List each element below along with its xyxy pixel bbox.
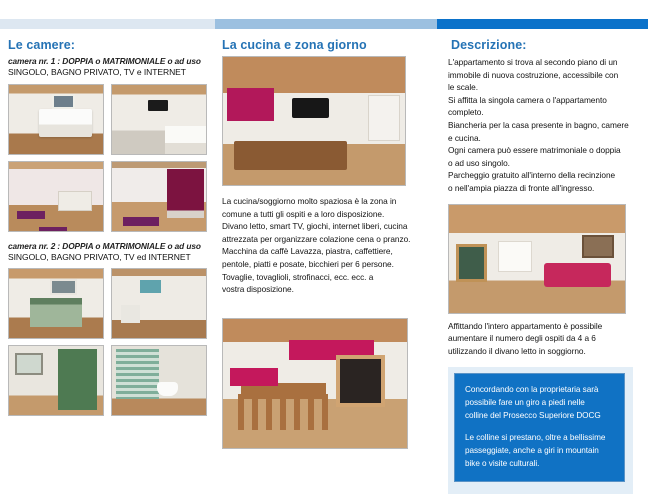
top-accent-bars [0, 19, 648, 29]
room1-caption-italic: camera nr. 1 : DOPPIA o MATRIMONIALE o ad uso [8, 56, 201, 66]
callout-frame [448, 367, 633, 494]
callout-line: bike o visite culturali. [465, 459, 540, 469]
description-body-top [448, 56, 644, 195]
description-line: o ad uso singolo. [448, 157, 510, 168]
kitchen-body-text [222, 195, 430, 296]
callout-box [454, 373, 625, 483]
room1-photo-grid [8, 84, 215, 232]
room2-caption-italic: camera nr. 2 : DOPPIA o MATRIMONIALE o ad uso [8, 240, 201, 251]
description-line: e cucina. [448, 132, 481, 143]
callout-line: possibile fare un giro a piedi nelle [465, 397, 585, 407]
kitchen-body-line: pentole, piatti e posate, bicchieri per 6 persone. [222, 259, 394, 270]
description-line: Biancheria per la casa presente in bagno, camere [448, 120, 629, 131]
photo-bedroom-green-twin-beds [8, 268, 104, 339]
description-line: completo. [448, 107, 484, 118]
accent-bar-light [0, 19, 215, 29]
photo-bedroom-purple-rugs [8, 161, 104, 232]
column-rooms [8, 38, 215, 416]
column-kitchen [222, 38, 430, 449]
description-line: Ogni camera può essere matrimoniale o doppia [448, 145, 621, 156]
description-line: Si affitta la singola camera o l'appartamento [448, 94, 607, 105]
description-bottom-line: utilizzando il divano letto in soggiorno. [448, 345, 586, 356]
callout-line: passeggiate, anche a giri in mountain [465, 446, 599, 456]
kitchen-body-line: attrezzata per organizzare colazione cena o pranzo. [222, 233, 411, 244]
kitchen-body-line: comune a tutti gli ospiti e a loro disposizione. [222, 208, 385, 219]
description-line: immobile di nuova costruzione, accessibile con [448, 69, 619, 80]
room1-caption-plain: SINGOLO, BAGNO PRIVATO, TV e INTERNET [8, 67, 186, 78]
kitchen-heading: La cucina e zona giorno [222, 38, 367, 52]
callout-line: Le colline si prestano, oltre a bellissime [465, 432, 606, 442]
kitchen-body-line: Macchina da caffè Lavazza, piastra, caffettiere, [222, 246, 393, 257]
description-body-bottom [448, 320, 644, 358]
accent-bar-mid [215, 19, 437, 29]
callout-line: colline del Prosecco Superiore DOCG [465, 410, 601, 420]
description-line: le scale. [448, 82, 478, 93]
decor-table [234, 141, 347, 169]
decor-fireplace [336, 355, 384, 407]
description-bottom-line: Affittando l'intero appartamento è possibile [448, 320, 603, 331]
photo-kitchen-dining-table-red-cabinets [222, 318, 408, 449]
room2-caption-plain: SINGOLO, BAGNO PRIVATO, TV ed INTERNET [8, 251, 191, 262]
photo-living-room-red-sofa [448, 204, 626, 314]
accent-bar-dark [437, 19, 648, 29]
room2-photo-grid [8, 268, 215, 416]
description-line: Parcheggio gratuito all'interno della recinzione [448, 170, 616, 181]
photo-kitchen-living-room-open-plan [222, 56, 406, 186]
kitchen-body-line: Divano letto, smart TV, giochi, internet liberi, cucina [222, 221, 408, 232]
photo-bedroom-white-tv-wall [111, 84, 207, 155]
photo-bathroom-green-sanitary [111, 345, 207, 416]
photo-bedroom-green-corridor [111, 268, 207, 339]
photo-bathroom-green-mirror [8, 345, 104, 416]
three-column-layout [0, 38, 648, 492]
photo-bathroom-purple-shower [111, 161, 207, 232]
description-line: L'appartamento si trova al secondo piano di un [448, 57, 618, 67]
kitchen-body-line: Tovaglie, tovaglioli, strofinacci, ecc. ecc. a [222, 271, 374, 282]
column-description [448, 38, 644, 494]
kitchen-body-line: La cucina/soggiorno molto spaziosa è la zona in [222, 196, 397, 206]
decor-window [456, 244, 487, 282]
decor-picture-frame [582, 235, 614, 258]
rooms-heading: Le camere: [8, 38, 76, 52]
callout-line: Concordando con la proprietaria sarà [465, 384, 599, 394]
description-heading: Descrizione: [451, 38, 527, 52]
description-line: o nell'ampia piazza di fronte all'ingresso. [448, 183, 595, 194]
photo-bedroom-white-double-bed [8, 84, 104, 155]
kitchen-body-line: vostra disposizione. [222, 284, 294, 295]
decor-shelf [368, 95, 399, 141]
description-bottom-line: aumentare il numero degli ospiti da 4 a 6 [448, 333, 596, 344]
decor-chairs [238, 394, 330, 430]
